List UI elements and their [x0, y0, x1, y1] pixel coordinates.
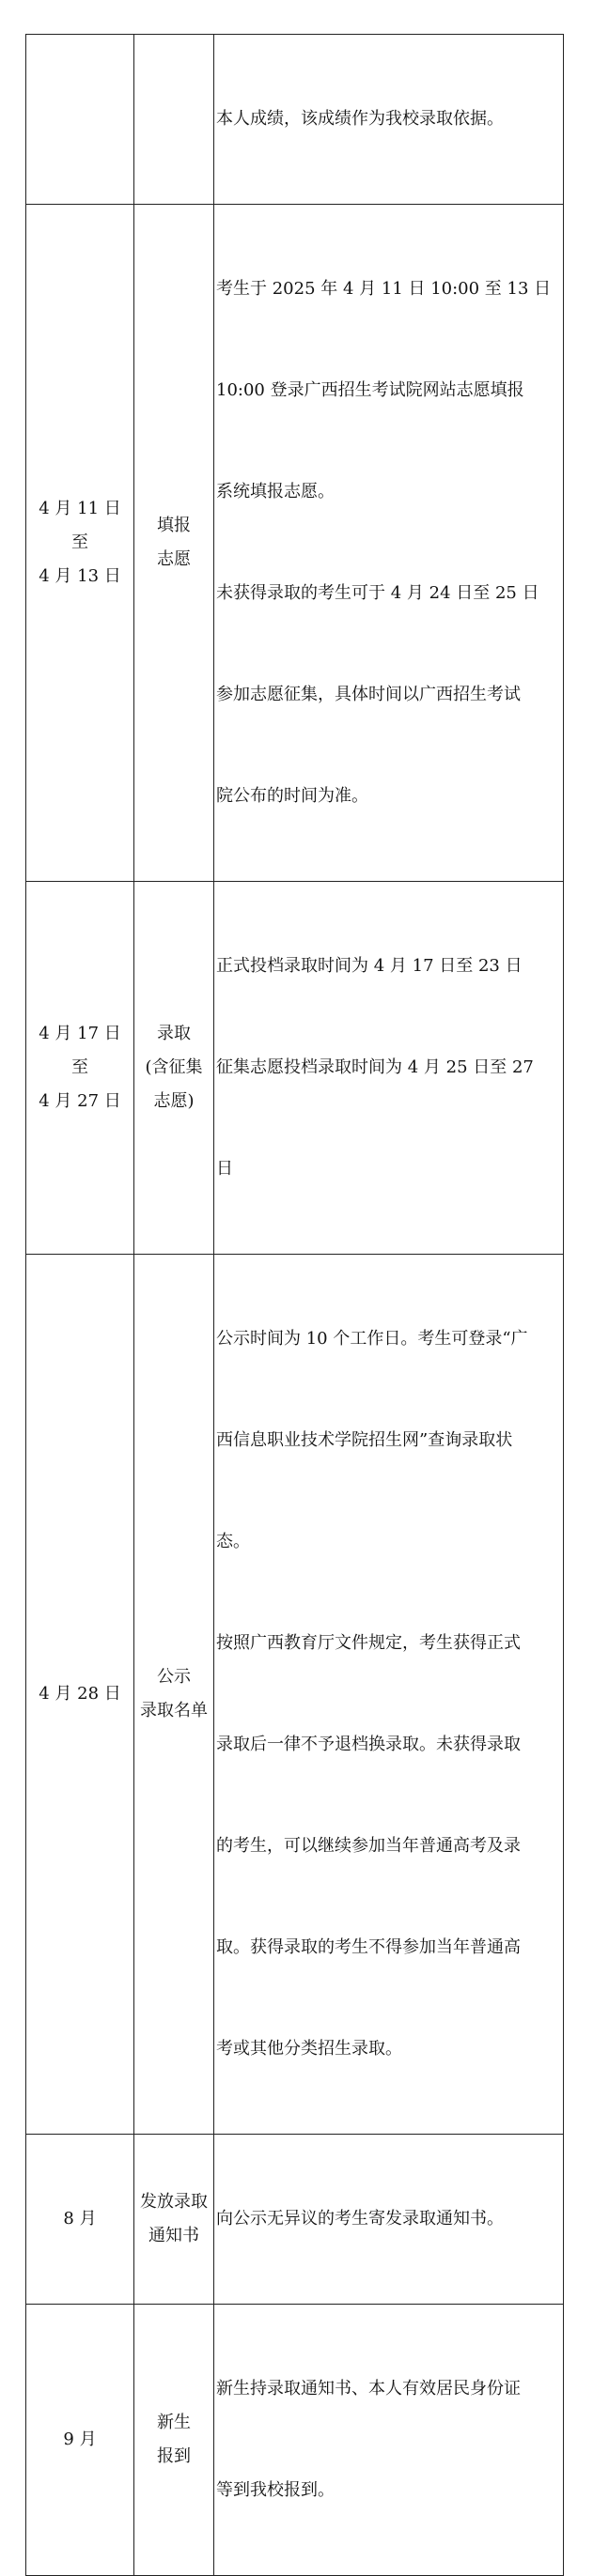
date-cell: [26, 205, 134, 882]
date-cell: [26, 1255, 134, 2135]
date-line: 4 月 28 日: [39, 1684, 121, 1704]
description-line: 新生持录取通知书、本人有效居民身份证: [216, 2379, 521, 2399]
stage-line: 公示: [157, 1667, 191, 1687]
description-line: 等到我校报到。: [216, 2480, 335, 2500]
description-cell: [214, 882, 564, 1255]
description-cell: [214, 1255, 564, 2135]
stage-line: 志愿): [153, 1091, 195, 1111]
description-cell: [214, 2135, 564, 2305]
table-row: [26, 205, 564, 882]
stage-line: 新生: [157, 2413, 191, 2432]
stage-cell: [134, 882, 214, 1255]
table-row: [26, 35, 564, 205]
description-line: 公示时间为 10 个工作日。考生可登录“广: [216, 1329, 528, 1349]
description-line: 日: [216, 1159, 233, 1179]
table-row: [26, 1255, 564, 2135]
description-line: 向公示无异议的考生寄发录取通知书。: [216, 2209, 504, 2229]
date-line: 8 月: [63, 2209, 97, 2229]
stage-line: 填报: [157, 516, 191, 535]
date-line: 9 月: [63, 2429, 97, 2449]
description-line: 西信息职业技术学院招生网”查询录取状: [216, 1430, 513, 1450]
description-line: 未获得录取的考生可于 4 月 24 日至 25 日: [216, 583, 539, 603]
stage-line: 录取: [157, 1024, 191, 1043]
date-line: 4 月 27 日: [39, 1091, 121, 1111]
stage-line: 录取名单: [140, 1701, 208, 1720]
date-cell: [26, 882, 134, 1255]
description-line: 参加志愿征集，具体时间以广西招生考试: [216, 685, 521, 704]
stage-cell: [134, 205, 214, 882]
date-cell: [26, 35, 134, 205]
stage-line: 志愿: [157, 549, 191, 569]
date-line: 4 月 11 日: [39, 499, 121, 518]
description-line: 录取后一律不予退档换录取。未获得录取: [216, 1735, 521, 1754]
date-cell: [26, 2305, 134, 2576]
stage-line: 发放录取: [140, 2192, 208, 2212]
description-line: 考生于 2025 年 4 月 11 日 10:00 至 13 日: [216, 279, 552, 299]
description-cell: [214, 35, 564, 205]
stage-cell: [134, 2305, 214, 2576]
table-row: [26, 2305, 564, 2576]
date-line: 至: [71, 1057, 88, 1077]
schedule-table-body: [26, 35, 564, 2576]
admission-schedule-table: [25, 34, 564, 2576]
table-row: [26, 2135, 564, 2305]
stage-line: 通知书: [148, 2226, 199, 2245]
description-line: 院公布的时间为准。: [216, 786, 368, 806]
description-line: 系统填报志愿。: [216, 482, 335, 501]
description-line: 本人成绩，该成绩作为我校录取依据。: [216, 109, 504, 129]
date-cell: [26, 2135, 134, 2305]
description-line: 正式投档录取时间为 4 月 17 日至 23 日: [216, 956, 523, 976]
stage-cell: [134, 1255, 214, 2135]
description-cell: [214, 205, 564, 882]
description-line: 按照广西教育厅文件规定，考生获得正式: [216, 1633, 521, 1653]
date-line: 4 月 17 日: [39, 1024, 121, 1043]
description-line: 考或其他分类招生录取。: [216, 2039, 402, 2059]
stage-cell: [134, 2135, 214, 2305]
description-line: 态。: [216, 1532, 250, 1551]
date-line: 至: [71, 532, 88, 552]
description-cell: [214, 2305, 564, 2576]
description-line: 取。获得录取的考生不得参加当年普通高: [216, 1937, 521, 1957]
description-line: 的考生，可以继续参加当年普通高考及录: [216, 1836, 521, 1856]
date-line: 4 月 13 日: [39, 566, 121, 586]
stage-cell: [134, 35, 214, 205]
table-row: [26, 882, 564, 1255]
description-line: 10:00 登录广西招生考试院网站志愿填报: [216, 380, 524, 400]
stage-line: (含征集: [145, 1057, 203, 1077]
description-line: 征集志愿投档录取时间为 4 月 25 日至 27: [216, 1057, 534, 1077]
stage-line: 报到: [157, 2446, 191, 2466]
